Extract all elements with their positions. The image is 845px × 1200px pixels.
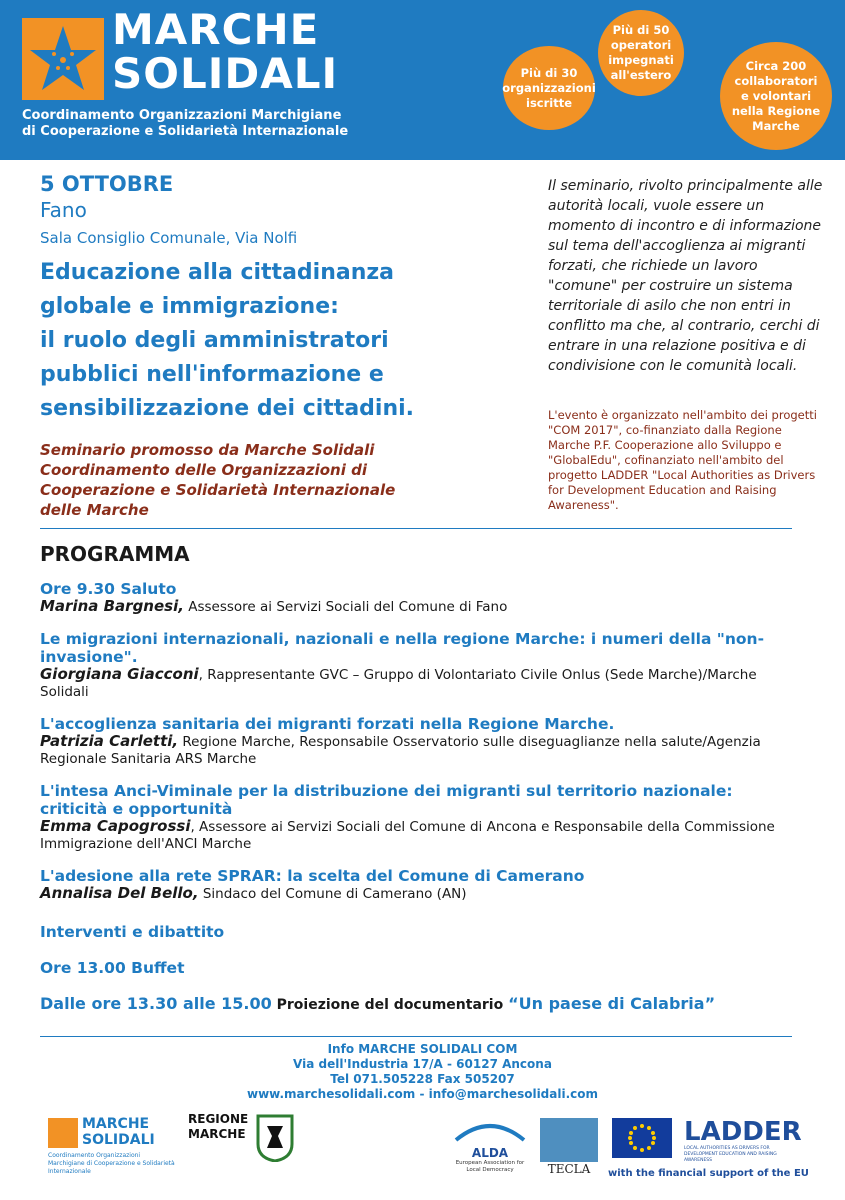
speaker-name: Marina Bargnesi, bbox=[40, 597, 184, 615]
event-title-line: sensibilizzazione dei cittadini. bbox=[40, 396, 415, 421]
programma-proiezione bbox=[40, 995, 800, 1014]
speaker-name: Emma Capogrossi bbox=[40, 817, 191, 835]
contact-info bbox=[0, 1042, 845, 1102]
buffet-text: Ore 13.00 Buffet bbox=[40, 959, 185, 977]
programma-item-speaker bbox=[40, 818, 800, 853]
programma-list bbox=[40, 580, 800, 1028]
bubble-organizzazioni bbox=[503, 46, 595, 130]
proiezione-text: Proiezione del documentario bbox=[271, 997, 509, 1013]
programma-item-speaker bbox=[40, 598, 800, 616]
eu-flag-icon bbox=[612, 1118, 672, 1158]
ladder-subtitle: LOCAL AUTHORITIES AS DRIVERS FOR DEVELOPMENT EDUCATION AND RAISING AWARENESS bbox=[684, 1146, 777, 1163]
programma-interventi bbox=[40, 923, 800, 941]
bubble-collaboratori-text: Circa 200 collaboratori e volontari nella Regione Marche bbox=[731, 58, 821, 133]
event-funding-note: L'evento è organizzato nell'ambito dei progetti "COM 2017", co-finanziato dalla Regione Marche P.F. Cooperazione allo Sviluppo e "GlobalEdu", cofinanziato nell'ambito del progetto LADDER "Local Authorities as Drivers for Development Education and Raising Awareness". bbox=[548, 408, 817, 512]
starfish-icon bbox=[48, 1118, 78, 1148]
speaker-name: Giorgiana Giacconi bbox=[40, 665, 199, 683]
info-line: Via dell'Industria 17/A - 60127 Ancona bbox=[293, 1057, 552, 1071]
proiezione-time: Dalle ore 13.30 alle 15.00 bbox=[40, 994, 272, 1013]
event-title bbox=[40, 256, 510, 426]
programma-item-title: L'adesione alla rete SPRAR: la scelta del Comune di Camerano bbox=[40, 867, 585, 885]
event-title-line: Educazione alla cittadinanza bbox=[40, 260, 395, 285]
programma-item bbox=[40, 782, 800, 853]
programma-item-title: Le migrazioni internazionali, nazionali e nella regione Marche: i numeri della "non-invasione". bbox=[40, 630, 765, 666]
logo-subtitle-line2: di Cooperazione e Solidarietà Internazionale bbox=[22, 124, 349, 139]
bubble-operatori-text: Più di 50 operatori impegnati all'estero bbox=[608, 23, 674, 82]
programma-item bbox=[40, 867, 800, 903]
programma-heading: PROGRAMMA bbox=[40, 542, 190, 566]
info-line: Tel 071.505228 Fax 505207 bbox=[330, 1072, 515, 1086]
marche-solidali-footer-logo bbox=[48, 1118, 178, 1174]
promoter-line: Seminario promosso da Marche Solidali bbox=[40, 441, 375, 459]
speaker-name: Annalisa Del Bello, bbox=[40, 884, 199, 902]
regione-line1: REGIONE bbox=[188, 1112, 249, 1126]
speaker-role: , Assessore ai Servizi Sociali del Comune di Ancona e Responsabile della Commissione Immigrazione dell'ANCI Marche bbox=[40, 819, 775, 852]
programma-item bbox=[40, 580, 800, 616]
event-venue: Sala Consiglio Comunale, Via Nolfi bbox=[40, 229, 298, 247]
programma-item-title: L'intesa Anci-Viminale per la distribuzione dei migranti sul territorio nazionale: criticità e opportunità bbox=[40, 782, 733, 818]
europe-map-icon bbox=[540, 1118, 598, 1162]
info-line: Info MARCHE SOLIDALI COM bbox=[327, 1042, 518, 1056]
proiezione-title: “Un paese di Calabria” bbox=[508, 994, 716, 1013]
promoter-line: delle Marche bbox=[40, 501, 149, 519]
footer-ms-line1: MARCHE bbox=[82, 1116, 150, 1132]
website-link[interactable]: www.marchesolidali.com - info@marchesolidali.com bbox=[246, 1087, 599, 1101]
programma-item-speaker bbox=[40, 885, 800, 903]
event-city: Fano bbox=[40, 198, 87, 222]
regione-line2: MARCHE bbox=[188, 1127, 246, 1141]
promoter-line: Coordinamento delle Organizzazioni di bbox=[40, 461, 367, 479]
regione-marche-logo bbox=[188, 1112, 308, 1172]
logo-subtitle bbox=[22, 108, 348, 140]
logo-subtitle-line1: Coordinamento Organizzazioni Marchigiane bbox=[22, 108, 342, 123]
proiezione-line bbox=[40, 995, 800, 1014]
regione-shield-icon bbox=[256, 1114, 294, 1162]
programma-item-title: L'accoglienza sanitaria dei migranti forzati nella Regione Marche. bbox=[40, 715, 615, 733]
promoter-line: Cooperazione e Solidarietà Internazionale bbox=[40, 481, 396, 499]
interventi-text: Interventi e dibattito bbox=[40, 923, 225, 941]
event-title-line: pubblici nell'informazione e bbox=[40, 362, 384, 387]
speaker-name: Patrizia Carletti, bbox=[40, 732, 179, 750]
speaker-role: , Rappresentante GVC – Gruppo di Volontariato Civile Onlus (Sede Marche)/Marche Solidali bbox=[40, 667, 757, 700]
bubble-collaboratori bbox=[720, 42, 832, 150]
footer-ms-subtitle: Coordinamento Organizzazioni Marchigiane di Cooperazione e Solidarietà Internazionale bbox=[48, 1152, 175, 1175]
alda-arc-icon bbox=[452, 1118, 528, 1142]
event-title-line: il ruolo degli amministratori bbox=[40, 328, 389, 353]
programma-item-speaker bbox=[40, 666, 800, 701]
programma-item-title: Ore 9.30 Saluto bbox=[40, 580, 177, 598]
programma-buffet bbox=[40, 959, 800, 977]
event-date: 5 OTTOBRE bbox=[40, 172, 174, 196]
event-promoter bbox=[40, 440, 510, 520]
divider bbox=[40, 1036, 792, 1037]
event-title-line: globale e immigrazione: bbox=[40, 294, 339, 319]
logo-title bbox=[112, 5, 339, 98]
logo-title-line2: SOLIDALI bbox=[112, 49, 339, 98]
logo-title-line1: MARCHE bbox=[112, 5, 320, 54]
bubble-operatori bbox=[598, 10, 684, 96]
tecla-name: TECLA bbox=[547, 1162, 591, 1176]
ladder-logo bbox=[684, 1118, 804, 1162]
tecla-logo bbox=[540, 1118, 598, 1180]
bubble-organizzazioni-text: Più di 30 organizzazioni iscritte bbox=[502, 65, 596, 110]
programma-item-speaker bbox=[40, 733, 800, 768]
footer-ms-line2: SOLIDALI bbox=[82, 1132, 155, 1148]
eu-support-text: with the financial support of the EU bbox=[608, 1168, 809, 1179]
divider bbox=[40, 528, 792, 529]
alda-logo bbox=[452, 1118, 528, 1178]
ladder-name: LADDER bbox=[684, 1117, 802, 1147]
alda-name: ALDA bbox=[471, 1146, 509, 1160]
header-banner bbox=[0, 0, 845, 160]
speaker-role: Regione Marche, Responsabile Osservatorio sulle diseguaglianze nella salute/Agenzia Regionale Sanitaria ARS Marche bbox=[40, 734, 761, 767]
event-abstract: Il seminario, rivolto principalmente alle autorità locali, vuole essere un momento di incontro e di informazione sul tema dell'accoglienza ai migranti forzati, che richiede un lavoro "comune" per costruire un sistema territoriale di asilo che non entri in conflitto ma che, al contrario, cerchi di entrare in una relazione positiva e di condivisione con le comunità locali. bbox=[548, 178, 823, 374]
starfish-logo-icon bbox=[22, 18, 104, 100]
speaker-role: Assessore ai Servizi Sociali del Comune di Fano bbox=[183, 599, 508, 615]
speaker-role: Sindaco del Comune di Camerano (AN) bbox=[198, 886, 467, 902]
programma-item bbox=[40, 715, 800, 768]
alda-subtitle: European Association for Local Democracy bbox=[455, 1160, 525, 1173]
programma-item bbox=[40, 630, 800, 701]
